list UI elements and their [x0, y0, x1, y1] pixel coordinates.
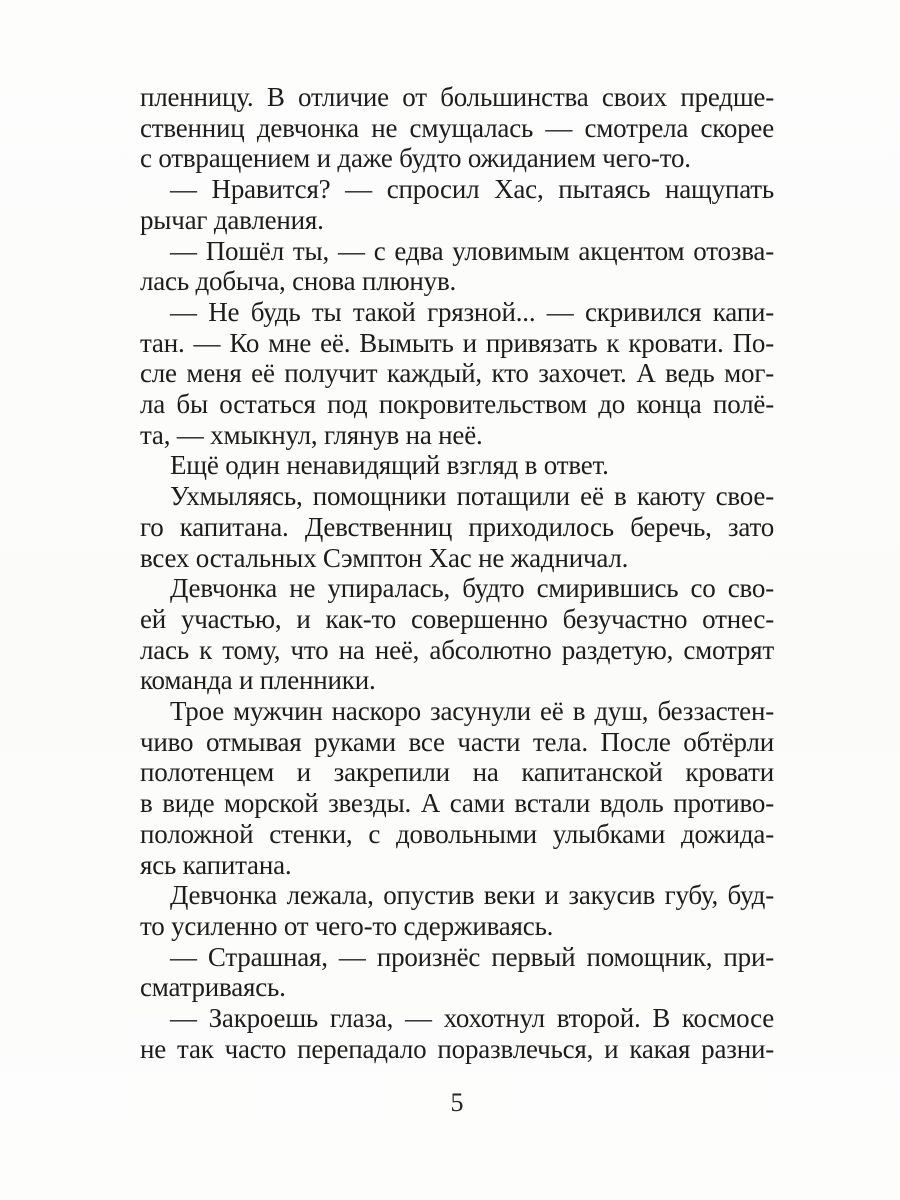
text-line: Ухмыляясь, помощники потащили её в каюту свое-: [170, 481, 774, 512]
text-line: — Не будь ты такой грязной... — скривился капи-: [170, 296, 774, 327]
text-line: лась добыча, снова плюнув.: [140, 266, 457, 297]
text-line: Девчонка лежала, опустив веки и закусив губу, буд-: [170, 880, 774, 911]
text-line: чиво отмывая руками все части тела. После обтёрли: [140, 726, 774, 757]
text-line: с отвращением и даже будто ожиданием чего-то.: [140, 143, 691, 174]
text-line: полотенцем и закрепили на капитанской кровати: [140, 757, 774, 788]
text-line: не так часто перепадало поразвлечься, и какая разни-: [140, 1033, 774, 1064]
text-line: положной стенки, с довольными улыбками дожида-: [140, 818, 774, 849]
text-line: — Нравится? — спросил Хас, пытаясь нащупать: [170, 174, 774, 205]
text-line: в виде морской звезды. А сами встали вдоль противо-: [140, 788, 774, 819]
text-line: команда и пленники.: [140, 665, 376, 696]
text-line: ственниц девчонка не смущалась — смотрела скорее: [140, 112, 774, 143]
text-line: ясь капитана.: [140, 849, 292, 880]
text-line: Ещё один ненавидящий взгляд в ответ.: [170, 450, 609, 481]
text-line: ей участью, и как-то совершенно безучастно отнес-: [140, 603, 774, 634]
text-line: Девчонка не упиралась, будто смирившись со сво-: [170, 573, 774, 604]
text-line: всех остальных Сэмптон Хас не жадничал.: [140, 542, 629, 573]
page-number: 5: [450, 1088, 464, 1117]
text-line: рычаг давления.: [140, 204, 324, 235]
text-line: — Страшная, — произнёс первый помощник, при-: [170, 941, 774, 972]
text-line: сле меня её получит каждый, кто захочет. А ведь мог-: [140, 358, 774, 389]
text-line: Трое мужчин наскоро засунули её в душ, беззастен-: [170, 696, 774, 727]
text-line: го капитана. Девственниц приходилось беречь, зато: [140, 511, 774, 542]
text-line: то усиленно от чего-то сдерживаясь.: [140, 910, 554, 941]
text-line: пленницу. В отличие от большинства своих предше-: [140, 82, 774, 112]
text-line: ла бы остаться под покровительством до конца полё-: [140, 389, 774, 420]
text-line: — Закроешь глаза, — хохотнул второй. В космосе: [170, 1003, 774, 1034]
text-block: [140, 82, 774, 1065]
text-line: та, — хмыкнул, глянув на неё.: [140, 419, 483, 450]
text-line: лась к тому, что на неё, абсолютно раздетую, смотрят: [140, 634, 774, 665]
text-line: — Пошёл ты, — с едва уловимым акцентом отозва-: [170, 235, 774, 266]
text-line: тан. — Ко мне её. Вымыть и привязать к кровати. По-: [140, 327, 774, 358]
text-line: сматриваясь.: [140, 972, 286, 1003]
